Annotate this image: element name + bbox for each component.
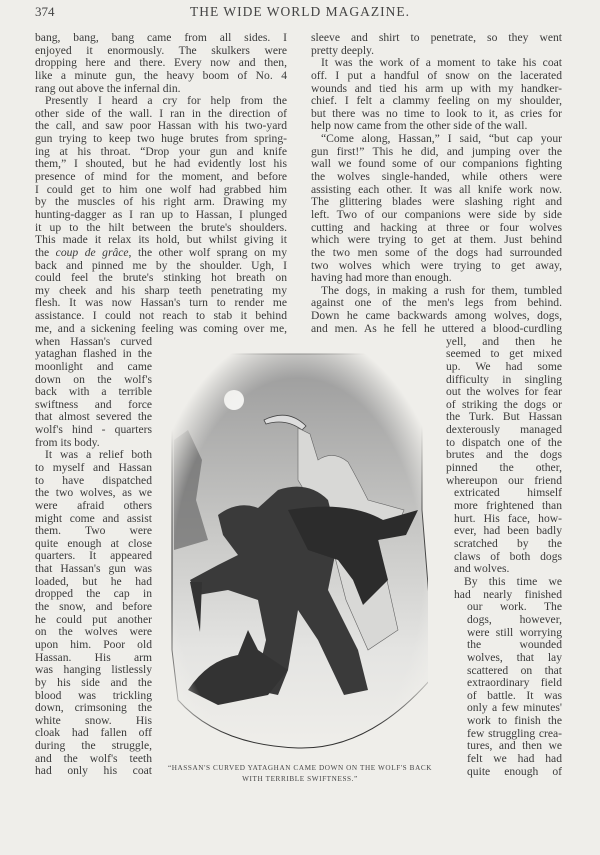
text-line (35, 677, 152, 690)
text-line-content: rang out above the infernal din. (35, 82, 181, 95)
text-line (467, 766, 562, 779)
text-line-content: like a minute gun, the heavy boom of No. 4 (35, 69, 287, 82)
text-line-content: pinned the other, (446, 462, 562, 474)
text-line (446, 424, 562, 437)
text-line (35, 765, 152, 778)
text-line (35, 374, 152, 387)
text-line (35, 614, 152, 627)
text-line (35, 513, 152, 526)
text-line (35, 626, 152, 639)
text-line (35, 146, 287, 159)
text-line-content: which were trying to get at them. Just behind (311, 234, 562, 247)
text-line (446, 336, 562, 349)
text-line (35, 399, 152, 412)
text-line-content: down, crimsoning the (35, 702, 152, 715)
text-line-content: presence of mind for the moment, and before (35, 171, 287, 184)
running-title: THE WIDE WORLD MAGAZINE. (190, 4, 410, 19)
text-line-content: felt we had had (467, 752, 562, 765)
text-line (35, 336, 152, 349)
text-line (35, 120, 287, 133)
text-line-content: that Hassan's gun was (35, 563, 152, 576)
text-line (35, 652, 152, 665)
text-line-content: I could get to him one wolf had grabbed him (35, 183, 287, 196)
text-line (35, 449, 152, 462)
text-line (35, 297, 287, 310)
text-line-content: the Turk. But Hassan (446, 411, 562, 424)
text-line (35, 538, 152, 551)
text-line (35, 487, 152, 500)
text-line (311, 310, 562, 323)
left-column-narrow (35, 336, 152, 778)
text-line-content: wounds and tied his arm up with my handker- (311, 82, 562, 95)
text-line (311, 234, 562, 247)
text-line-content: was hanging listlessly (35, 664, 152, 677)
illustration-caption-line-1: “HASSAN'S CURVED YATAGHAN CAME DOWN ON THE WOLF'S BACK (167, 764, 433, 772)
text-line-content: chief. I felt a clammy feeling on my shoulder, (311, 95, 562, 108)
text-line-content: up. We had some (446, 360, 562, 373)
text-line-content: out the wolves for fear (446, 386, 562, 399)
text-line (35, 576, 152, 589)
text-line (311, 70, 562, 83)
text-line-content: of battle. It was (467, 689, 562, 702)
text-line (311, 272, 562, 285)
text-line (35, 437, 152, 450)
text-line-content: he could put another (35, 613, 152, 626)
text-line (311, 83, 562, 96)
text-line (35, 70, 287, 83)
text-line-content: ing at his throat. “Drop your gun and knife (35, 145, 287, 158)
text-line (311, 209, 562, 222)
text-line (467, 652, 562, 665)
illustration-caption-line-2: WITH TERRIBLE SWIFTNESS.” (242, 775, 358, 783)
text-line-content: claws of both dogs (454, 550, 562, 563)
italic-phrase: coup de grâce (55, 246, 129, 259)
text-line (35, 664, 152, 677)
text-line-content: and the wolf's teeth (35, 752, 152, 765)
text-line-content: had nearly finished (454, 588, 562, 601)
text-line-content: hurt. His face, how- (454, 512, 562, 525)
text-line (311, 285, 562, 298)
text-line-content: assistance. I could not reach to stab it behind (35, 310, 287, 323)
text-line (35, 702, 152, 715)
text-line-content: to have dispatched (35, 474, 152, 487)
text-line (35, 108, 287, 121)
text-line (311, 247, 562, 260)
text-line (35, 196, 287, 209)
text-line-content: were afraid others (35, 499, 152, 512)
text-line-content: blood was trickling (35, 689, 152, 702)
text-line-content: The glittering blades were slashing right and (311, 196, 562, 209)
text-line-content: yell, and then he (446, 335, 562, 348)
text-line (311, 57, 562, 70)
text-line-content: white snow. His (35, 714, 152, 727)
text-line-content: from its body. (35, 436, 100, 449)
text-line-content: but there was no time to look to it, as cries for (311, 107, 562, 120)
text-line-content: dexterously managed (446, 424, 562, 437)
text-line (454, 525, 562, 538)
text-line (467, 627, 562, 640)
text-line (35, 348, 152, 361)
text-line-content: yataghan flashed in the (35, 348, 152, 361)
text-line (35, 386, 152, 399)
text-line (311, 171, 562, 184)
text-line-content: other side of the wall. I ran in the direction of (35, 107, 287, 120)
text-line-content: enjoyed it enormously. The skulkers were (35, 44, 287, 57)
text-line-continuation: , the other wolf sprang on my (128, 246, 287, 259)
text-line (446, 348, 562, 361)
text-line-content: whereupon our friend (446, 474, 562, 487)
text-line-content: that almost severed the (35, 411, 152, 424)
text-line (35, 588, 152, 601)
text-line-content: our work. The (467, 601, 562, 614)
text-line (35, 550, 152, 563)
text-line-content: seemed to get mixed (446, 348, 562, 361)
text-line-content: scattered on that (467, 664, 562, 677)
text-line-content: Presently I heard a cry for help from the (45, 95, 287, 108)
text-line-content: Down he came backwards among wolves, dogs, (311, 310, 562, 323)
text-line-content: pretty deeply. (311, 44, 374, 57)
text-line-content: the two wolves, as we (35, 487, 152, 500)
text-line (446, 399, 562, 412)
text-line-content: on the wolves were (35, 626, 152, 639)
text-line-content: them. Two were (35, 525, 152, 538)
text-line (35, 462, 152, 475)
text-line (467, 690, 562, 703)
text-line (446, 411, 562, 424)
text-line (35, 310, 287, 323)
text-line-content: only a few minutes' (467, 702, 562, 715)
text-line-content: It was a relief both (45, 449, 152, 462)
text-line (35, 639, 152, 652)
text-line-content: down on the wolf's (35, 373, 152, 386)
text-line-content: and men. As he fell he uttered a blood-curdling (311, 322, 562, 335)
text-line-content: me, and a sickening feeling was coming over me, (35, 322, 287, 335)
right-column-full (311, 32, 562, 335)
text-line (35, 83, 287, 96)
text-line (454, 563, 562, 576)
text-line (35, 361, 152, 374)
text-line (446, 462, 562, 475)
text-line-content: gun trying to keep two huge brutes from spring- (35, 133, 287, 146)
text-line (467, 614, 562, 627)
text-line (35, 158, 287, 171)
text-line (454, 576, 562, 589)
text-line-content: by the muscles of his right arm. Drawing my (35, 196, 287, 209)
text-line-content: quite enough at close (35, 537, 152, 550)
text-line (454, 513, 562, 526)
text-line-content: dogs, however, (467, 613, 562, 626)
text-line-content: the call, and saw poor Hassan with his two-yard (35, 120, 287, 133)
text-line (35, 209, 287, 222)
text-line-content: extricated himself (454, 487, 562, 500)
text-line-content: brutes and the dogs (446, 449, 562, 462)
text-line-content: against one of the men's legs from behind. (311, 297, 562, 310)
text-line-content: tures, and then we (467, 740, 562, 753)
text-line-content: ever, had been badly (454, 525, 562, 538)
text-line (467, 677, 562, 690)
text-line-content: upon him. Poor old (35, 638, 152, 651)
text-line (35, 525, 152, 538)
text-line-content: having had more than enough. (311, 272, 452, 285)
text-line-content: loaded, but he had (35, 575, 152, 588)
text-line-content: it up to the hilt between the brute's shoulders. (35, 221, 287, 234)
text-line-content: scratched by the (454, 537, 562, 550)
text-line-content: two wolves which were trying to get away, (311, 259, 562, 272)
text-line (467, 639, 562, 652)
text-line-content: wolf's hind - quarters (35, 424, 152, 437)
text-line (35, 32, 287, 45)
text-line-content: quarters. It appeared (35, 550, 152, 563)
text-line (35, 500, 152, 513)
text-line-content: to myself and Hassan (35, 462, 152, 474)
left-column-full (35, 32, 287, 335)
text-line-content: assisting each other. It was all knife work now. (311, 183, 562, 196)
text-line-content: to dispatch one of the (446, 436, 562, 449)
text-line-content: gun first!” This he did, and jumping over the (311, 145, 562, 158)
text-line-content: and wolves. (454, 563, 510, 576)
text-line-content: cloak had fallen off (35, 727, 152, 740)
text-line (311, 32, 562, 45)
text-line (35, 740, 152, 753)
text-line (467, 665, 562, 678)
text-line-content: the snow, and before (35, 601, 152, 614)
text-line-content: dropped the cap in (35, 588, 152, 601)
text-line (467, 715, 562, 728)
text-line (35, 753, 152, 766)
text-line (311, 297, 562, 310)
text-line-content: off. I put a handful of snow on the lacerated (311, 69, 562, 82)
text-line-content: work to finish the (467, 715, 562, 728)
text-line-content: the wounded (467, 639, 562, 652)
text-line-content: might come and assist (35, 512, 152, 525)
text-line-content: wolves, that lay (467, 651, 562, 664)
text-line (35, 222, 287, 235)
text-line (35, 424, 152, 437)
text-line-content: extraordinary field (467, 677, 562, 690)
text-line (454, 538, 562, 551)
text-line-content: by his side and the (35, 676, 152, 689)
text-line (311, 184, 562, 197)
text-line (35, 715, 152, 728)
text-line-content: of striking the dogs or (446, 398, 562, 411)
text-line-content: moonlight and came (35, 360, 152, 373)
text-line (467, 601, 562, 614)
text-line-content: flesh. It was now Hassan's turn to render me (35, 297, 287, 310)
text-line-content: during the struggle, (35, 740, 152, 753)
text-line (35, 95, 287, 108)
text-line (35, 475, 152, 488)
text-line (35, 323, 287, 336)
text-line (311, 108, 562, 121)
text-line-content: sleeve and shirt to penetrate, so they went (311, 32, 562, 44)
text-line-content: swiftness and force (35, 398, 152, 411)
text-line-content: could feel the brute's stinking hot breath on (35, 272, 287, 285)
text-line (35, 45, 287, 58)
text-line-content: hunting-dagger as I ran up to Hassan, I plunged (35, 208, 287, 221)
text-line (311, 146, 562, 159)
text-line (311, 260, 562, 273)
text-line-content: had only his coat (35, 765, 152, 778)
text-line (35, 285, 287, 298)
text-line (454, 487, 562, 500)
text-line (311, 45, 562, 58)
text-line (35, 272, 287, 285)
text-line-content: the wolves single-handed, while others were (311, 171, 562, 184)
text-line-content: were still worrying (467, 626, 562, 639)
text-line (446, 374, 562, 387)
text-line-content: dropping here and there. Every now and then, (35, 57, 287, 70)
text-line-content: difficulty in singling (446, 373, 562, 386)
text-line (467, 740, 562, 753)
text-line-content: the (35, 246, 56, 259)
text-line (311, 222, 562, 235)
text-line (35, 133, 287, 146)
illustration-wolf-fight (168, 350, 428, 755)
text-line (454, 551, 562, 564)
text-line (454, 500, 562, 513)
text-line (35, 57, 287, 70)
text-line (35, 563, 152, 576)
text-line-content: help now came from the other side of the wall. (311, 120, 528, 133)
text-line (446, 437, 562, 450)
text-line (467, 702, 562, 715)
text-line (311, 95, 562, 108)
text-line (35, 411, 152, 424)
text-line-content: back with a terrible (35, 386, 152, 399)
text-line (446, 361, 562, 374)
text-line-content: quite enough of (467, 765, 562, 778)
text-line-content: It was the work of a moment to take his coat (321, 57, 562, 70)
text-line (35, 247, 287, 260)
text-line-content: This made it relax its hold, but whilst giving it (35, 234, 287, 247)
text-line (35, 727, 152, 740)
text-line-content: left. Two of our companions were side by side (311, 208, 562, 221)
text-line-content: more frightened than (454, 500, 562, 513)
text-line (311, 133, 562, 146)
text-line (467, 728, 562, 741)
text-line (454, 589, 562, 602)
text-line-content: when Hassan's curved (35, 335, 152, 348)
text-line-content: “Come along, Hassan,” I said, “but cap your (321, 133, 562, 146)
text-line (35, 690, 152, 703)
text-line-content: them,” I shouted, but he had evidently lost his (35, 158, 287, 171)
right-column-narrow-2 (454, 487, 562, 601)
text-line-content: my cheek and his sharp teeth penetrating my (35, 284, 287, 297)
text-line (35, 184, 287, 197)
text-line-content: By this time we (464, 575, 562, 588)
text-line (311, 158, 562, 171)
text-line (467, 753, 562, 766)
text-line (35, 601, 152, 614)
text-line (35, 260, 287, 273)
text-line (446, 475, 562, 488)
text-line-content: The dogs, in making a rush for them, tumbled (321, 284, 562, 297)
right-column-narrow-3 (467, 601, 562, 778)
text-line-content: Hassan. His arm (35, 651, 152, 664)
text-line (35, 234, 287, 247)
text-line (446, 386, 562, 399)
text-line (311, 196, 562, 209)
text-line-content: bang, bang, bang came from all sides. I (35, 32, 287, 44)
text-line (311, 120, 562, 133)
text-line (311, 323, 562, 336)
page-number: 374 (35, 4, 55, 19)
text-line-content: back and pinned me by the shoulder. Ugh, I (35, 259, 287, 272)
text-line-content: wall we found some of our companions fighting (311, 158, 562, 171)
text-line (446, 449, 562, 462)
text-line (35, 171, 287, 184)
text-line-content: the two men some of the dogs had surrounded (311, 246, 562, 259)
text-line-content: cutting and hacking at three or four wolves (311, 221, 562, 234)
text-line-content: few struggling crea- (467, 727, 562, 740)
right-column-narrow-1 (446, 336, 562, 488)
